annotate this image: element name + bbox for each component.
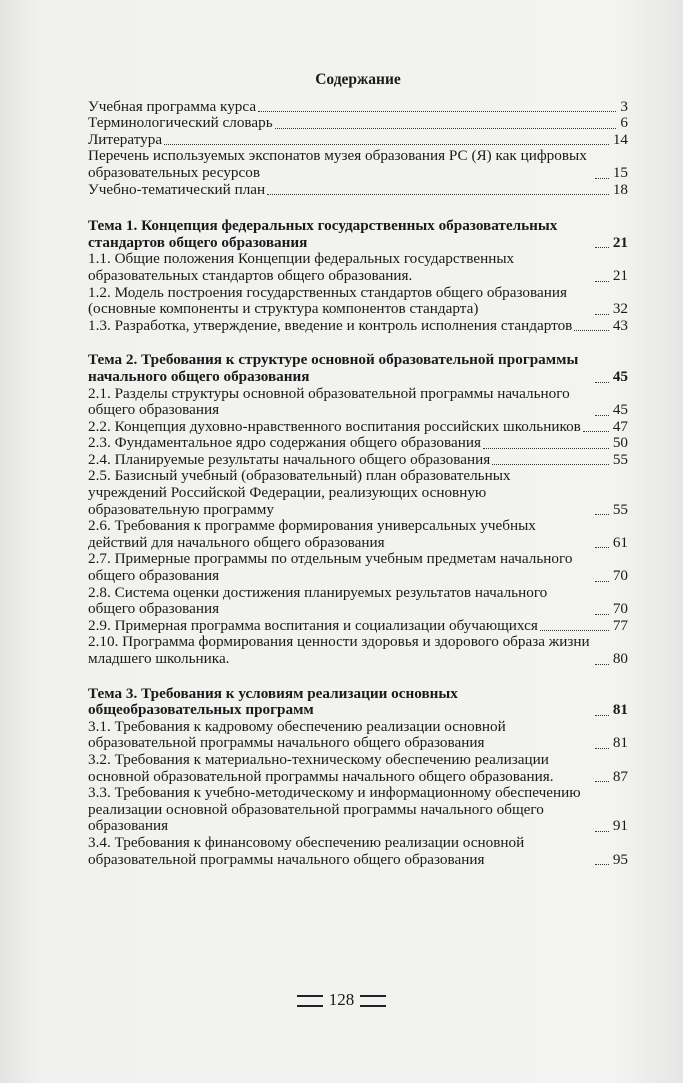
page-number: 14 [612, 130, 628, 148]
page-number: 45 [612, 367, 628, 385]
toc-entry: 2.3. Фундаментальное ядро содержания общего образования 50 [88, 434, 628, 452]
toc-entry: 2.7. Примерные программы по отдельным учебным предметам начального общего образования 70 [88, 550, 628, 585]
toc-entry: 2.8. Система оценки достижения планируемых результатов начального общего образования 70 [88, 583, 628, 618]
footer-ornament-left [297, 995, 323, 1007]
page-number: 81 [612, 734, 628, 752]
toc-entry: 3.3. Требования к учебно-методическому и информационному обеспечению реализации основной образовательной программы начального общего образования 91 [88, 784, 628, 835]
page-number: 3 [620, 97, 628, 115]
page-number: 55 [612, 450, 628, 468]
page-number: 87 [612, 767, 628, 785]
page-number: 21 [612, 233, 628, 251]
page-number: 81 [612, 701, 628, 719]
page-number: 47 [612, 417, 628, 435]
toc-entry: 2.2. Концепция духовно-нравственного воспитания российских школьников 47 [88, 417, 628, 435]
toc-entry: Учебно-тематический план 18 [88, 180, 628, 198]
toc-entry: Литература 14 [88, 130, 628, 148]
page-number: 21 [612, 266, 628, 284]
toc-entry: 2.9. Примерная программа воспитания и социализации обучающихся 77 [88, 616, 628, 634]
toc-title: Содержание [315, 71, 401, 88]
folio-number: 128 [328, 990, 355, 1009]
theme-heading: Тема 3. Требования к условиям реализации основных общеобразовательных программ 81 [88, 684, 628, 719]
table-of-contents [88, 62, 628, 868]
page-number: 6 [620, 114, 628, 132]
page-number: 80 [612, 650, 628, 667]
page-number: 18 [612, 180, 628, 198]
toc-entry: 1.3. Разработка, утверждение, введение и контроль исполнения стандартов 43 [88, 316, 628, 334]
toc-entry: 3.4. Требования к финансовому обеспечению реализации основной образовательной программы начального общего образования 95 [88, 833, 628, 868]
theme-section [88, 218, 628, 334]
page-number: 15 [612, 163, 628, 181]
theme-section [88, 352, 628, 667]
footer-ornament-right [360, 995, 386, 1007]
theme-heading: Тема 1. Концепция федеральных государственных образовательных стандартов общего образования 21 [88, 217, 628, 251]
page-number: 32 [612, 300, 628, 318]
page-number: 43 [612, 316, 628, 334]
page-number: 61 [612, 533, 628, 551]
toc-entry: 3.2. Требования к материально-техническому обеспечению реализации основной образовательной программы начального общего образования. 87 [88, 750, 628, 785]
page-footer [0, 990, 683, 1010]
toc-entry: 1.2. Модель построения государственных стандартов общего образования (основные компоненты и структура компонентов стандарта) 32 [88, 283, 628, 318]
toc-entry: 2.10. Программа формирования ценности здоровья и здорового образа жизни младшего школьника. 80 [88, 633, 628, 667]
page-number: 50 [612, 434, 628, 452]
page-number: 95 [612, 850, 628, 868]
page-number: 77 [612, 616, 628, 634]
front-matter-list [88, 99, 628, 199]
toc-entry: 3.1. Требования к кадровому обеспечению реализации основной образовательной программы начального общего образования 81 [88, 717, 628, 752]
toc-entry: 1.1. Общие положения Концепции федеральных государственных образовательных стандартов общего образования. 21 [88, 250, 628, 284]
page-number: 45 [612, 401, 628, 419]
theme-heading: Тема 2. Требования к структуре основной образовательной программы начального общего образования 45 [88, 351, 628, 385]
toc-entry: 2.4. Планируемые результаты начального общего образования 55 [88, 450, 628, 468]
toc-entry: Терминологический словарь 6 [88, 114, 628, 132]
toc-entry: 2.6. Требования к программе формирования универсальных учебных действий для начального общего образования 61 [88, 517, 628, 551]
toc-entry: 2.5. Базисный учебный (образовательный) план образовательных учреждений Российской Федерации, реализующих основную образовательную программу 55 [88, 467, 628, 518]
toc-entry: Учебная программа курса 3 [88, 97, 628, 115]
page-number: 70 [612, 600, 628, 618]
toc-entry: 2.1. Разделы структуры основной образовательной программы начального общего образования 45 [88, 384, 628, 419]
toc-entry: Перечень используемых экспонатов музея образования РС (Я) как цифровых образовательных ресурсов 15 [88, 147, 628, 181]
page-number: 91 [612, 817, 628, 835]
page-number: 70 [612, 567, 628, 585]
theme-section [88, 686, 628, 869]
page-number: 55 [612, 500, 628, 518]
